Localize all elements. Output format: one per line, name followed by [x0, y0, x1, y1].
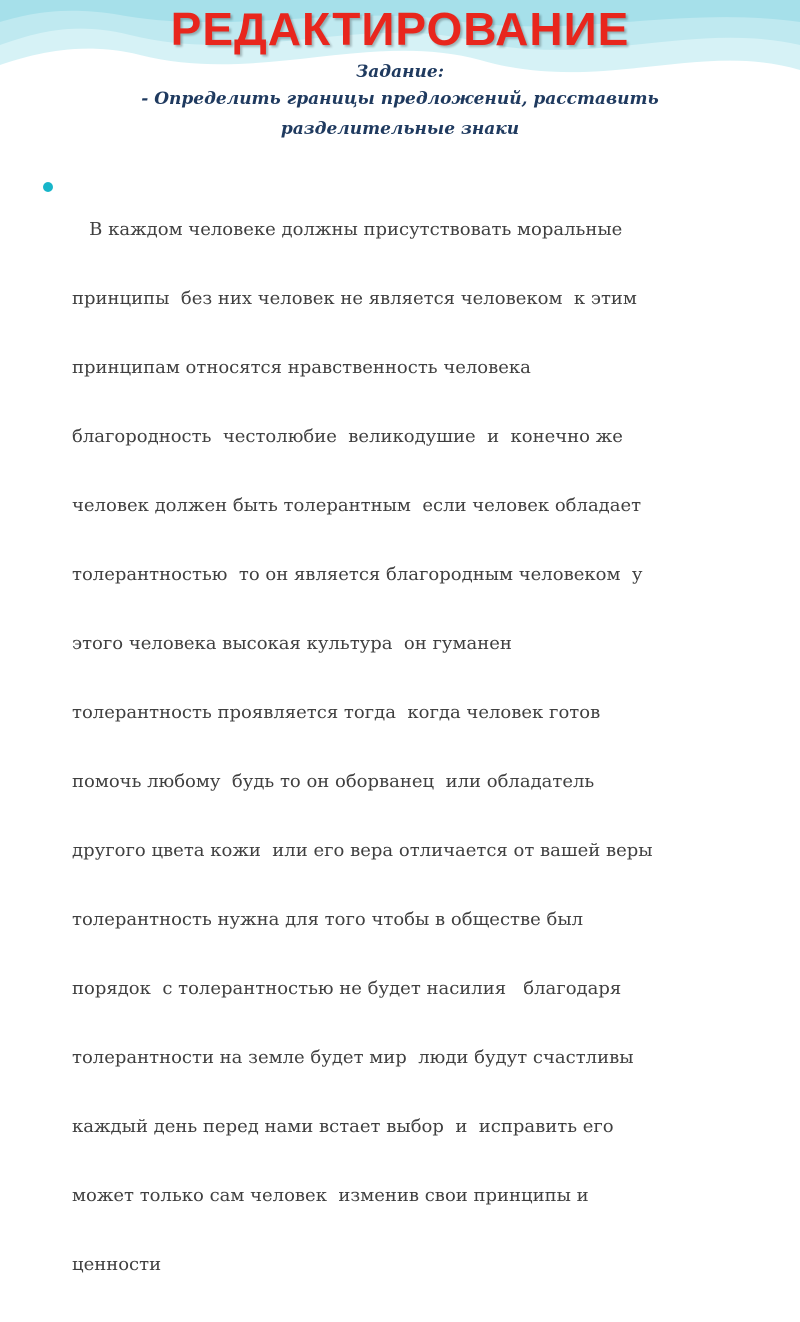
task-heading: Задание: — [356, 62, 444, 82]
text-line: ценности — [72, 1254, 162, 1275]
exercise-text — [72, 172, 772, 1322]
round-bullet-icon — [43, 182, 53, 192]
text-line: каждый день перед нами встает выбор и исправить его — [72, 1116, 614, 1137]
text-line: принципам относятся нравственность человека — [72, 357, 531, 378]
text-line: помочь любому будь то он оборванец или обладатель — [72, 771, 595, 792]
text-line: может только сам человек изменив свои принципы и — [72, 1185, 589, 1206]
task-instruction-line-1: - Определить границы предложений, расставить — [141, 89, 659, 109]
text-line: толерантностью то он является благородным человеком у — [72, 564, 643, 585]
text-line: толерантность нужна для того чтобы в обществе был — [72, 909, 584, 930]
text-line: другого цвета кожи или его вера отличается от вашей веры — [72, 840, 653, 861]
text-line: человек должен быть толерантным если человек обладает — [72, 495, 642, 516]
text-line: В каждом человеке должны присутствовать моральные — [72, 219, 623, 240]
text-line: толерантность проявляется тогда когда человек готов — [72, 702, 601, 723]
text-line: порядок с толерантностью не будет насилия благодаря — [72, 978, 622, 999]
slide-title: РЕДАКТИРОВАНИЕ — [170, 3, 630, 55]
text-line: толерантности на земле будет мир люди будут счастливы — [72, 1047, 634, 1068]
text-line: этого человека высокая культура он гуманен — [72, 633, 512, 654]
task-instruction-line-2: разделительные знаки — [280, 119, 520, 139]
text-line: принципы без них человек не является человеком к этим — [72, 288, 637, 309]
text-line: благородность честолюбие великодушие и конечно же — [72, 426, 623, 447]
